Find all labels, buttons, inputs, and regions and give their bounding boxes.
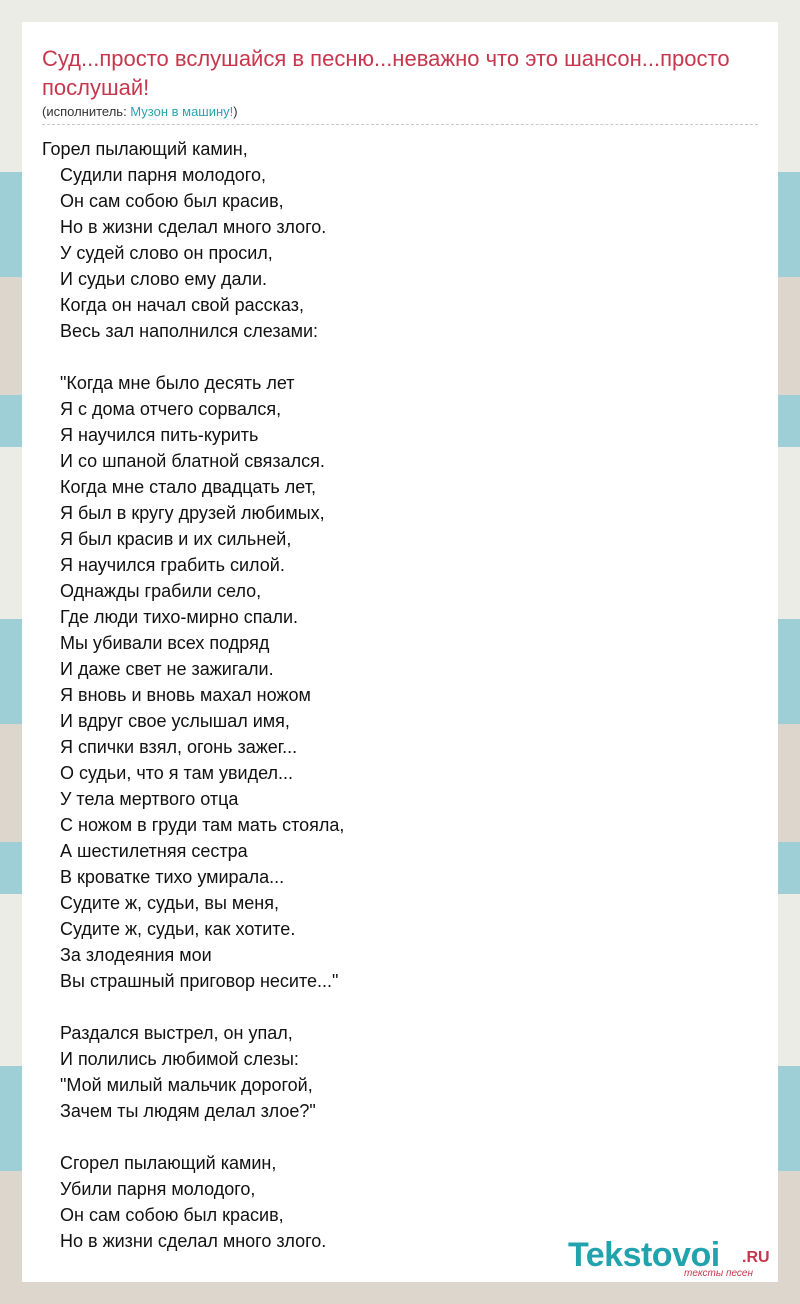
lyrics-line: Но в жизни сделал много злого. (60, 1231, 327, 1251)
lyrics-line: И судьи слово ему дали. (60, 269, 268, 289)
logo-domain: .RU (742, 1249, 770, 1266)
lyrics-line: О судьи, что я там увидел... (60, 763, 293, 783)
lyrics-line: Судите ж, судьи, как хотите. (60, 919, 296, 939)
lyrics-line: Он сам собою был красив, (60, 191, 284, 211)
lyrics-line: "Мой милый мальчик дорогой, (60, 1075, 313, 1095)
artist-link[interactable]: Музон в машину! (130, 104, 234, 119)
lyrics-line: Горел пылающий камин, (42, 139, 248, 159)
lyrics-line: Когда мне стало двадцать лет, (60, 477, 316, 497)
logo-tagline: тексты песен (684, 1268, 753, 1279)
lyrics-line: Где люди тихо-мирно спали. (60, 607, 299, 627)
lyrics-line: Судили парня молодого, (60, 165, 266, 185)
lyrics-text (42, 136, 762, 1254)
lyrics-line: Весь зал наполнился слезами: (60, 321, 319, 341)
lyrics-line: Я научился грабить силой. (60, 555, 285, 575)
lyrics-line: "Когда мне было десять лет (60, 373, 295, 393)
lyrics-line: И даже свет не зажигали. (60, 659, 274, 679)
lyrics-blank-line (42, 1124, 762, 1150)
song-title: Суд...просто вслушайся в песню...неважно что это шансон...просто послушай! (42, 46, 730, 100)
lyrics-line: И полились любимой слезы: (60, 1049, 299, 1069)
lyrics-line: Я вновь и вновь махал ножом (60, 685, 311, 705)
lyrics-card (22, 22, 778, 1282)
lyrics-line: Вы страшный приговор несите..." (60, 971, 339, 991)
lyrics-line: Зачем ты людям делал злое?" (60, 1101, 316, 1121)
lyrics-line: Мы убивали всех подряд (60, 633, 270, 653)
lyrics-line: Я научился пить-курить (60, 425, 259, 445)
lyrics-line: За злодеяния мои (60, 945, 212, 965)
lyrics-line: У судей слово он просил, (60, 243, 273, 263)
lyrics-line: Он сам собою был красив, (60, 1205, 284, 1225)
lyrics-blank-line (42, 994, 762, 1020)
lyrics-line: Я с дома отчего сорвался, (60, 399, 282, 419)
lyrics-line: У тела мертвого отца (60, 789, 239, 809)
lyrics-line: Раздался выстрел, он упал, (60, 1023, 293, 1043)
lyrics-blank-line (42, 344, 762, 370)
artist-suffix: ) (233, 104, 238, 119)
lyrics-line: Я спички взял, огонь зажег... (60, 737, 298, 757)
logo-wordmark: Tekstovoi (568, 1236, 720, 1274)
lyrics-line: Однажды грабили село, (60, 581, 262, 601)
lyrics-line: Я был красив и их сильней, (60, 529, 292, 549)
lyrics-line: А шестилетняя сестра (60, 841, 248, 861)
title-divider (42, 124, 758, 125)
lyrics-line: Но в жизни сделал много злого. (60, 217, 327, 237)
artist-line (42, 104, 238, 120)
lyrics-line: И вдруг свое услышал имя, (60, 711, 290, 731)
lyrics-line: Я был в кругу друзей любимых, (60, 503, 325, 523)
lyrics-line: Сгорел пылающий камин, (60, 1153, 277, 1173)
lyrics-line: Судите ж, судьи, вы меня, (60, 893, 279, 913)
artist-prefix: (исполнитель: (42, 104, 131, 119)
lyrics-line: И со шпаной блатной связался. (60, 451, 325, 471)
lyrics-line: С ножом в груди там мать стояла, (60, 815, 345, 835)
lyrics-line: Когда он начал свой рассказ, (60, 295, 304, 315)
lyrics-line: Убили парня молодого, (60, 1179, 256, 1199)
lyrics-line: В кроватке тихо умирала... (60, 867, 285, 887)
site-logo[interactable] (568, 1236, 778, 1280)
